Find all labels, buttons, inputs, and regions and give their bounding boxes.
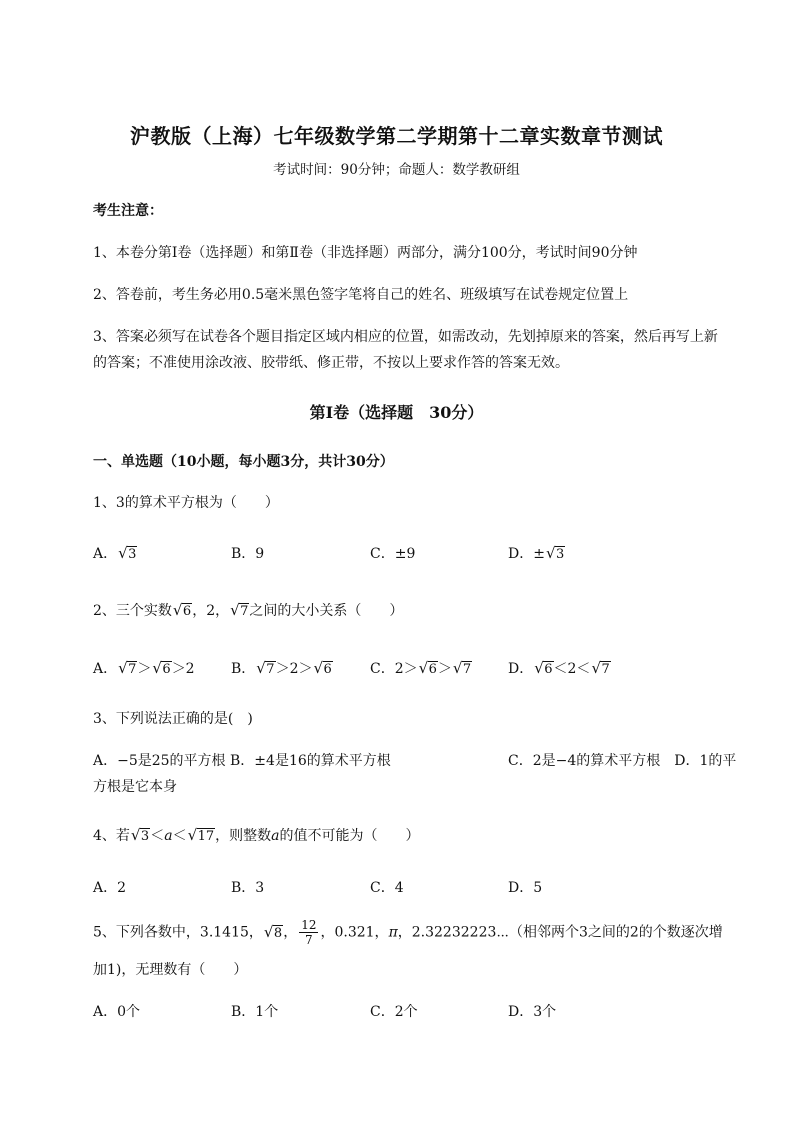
sqrt-expression: √ 7 bbox=[591, 659, 610, 677]
question-5-option-d[interactable]: D．3个 bbox=[508, 1004, 557, 1020]
sqrt-expression: √ 7 bbox=[118, 659, 137, 677]
question-4-option-d[interactable]: D．5 bbox=[508, 880, 543, 896]
question-2-option-c[interactable]: C．2＞ √ 6＞ √ 7 bbox=[370, 659, 472, 677]
question-1-option-d[interactable] bbox=[508, 543, 565, 563]
question-5-option-c[interactable]: C．2个 bbox=[370, 1004, 418, 1020]
question-4-option-a[interactable]: A．2 bbox=[93, 880, 127, 896]
question-3-options-cd[interactable]: C．2是−4的算术平方根 D．1的平 bbox=[508, 753, 737, 769]
sqrt-expression: √ 6 bbox=[172, 601, 192, 619]
question-2-option-d[interactable]: D． √ 6＜2＜ √ 7 bbox=[508, 659, 610, 677]
question-5-stem-cont: 加1)，无理数有（ ） bbox=[93, 962, 248, 978]
question-4-stem: 4、若 √ 3＜a＜ √ 17，则整数a的值不可能为（ ） bbox=[93, 826, 420, 844]
question-3-stem: 3、下列说法正确的是( ) bbox=[93, 711, 253, 727]
sqrt-expression: √ 6 bbox=[152, 659, 171, 677]
sqrt-expression: √ 3 bbox=[545, 544, 565, 562]
question-3-options-cont: 方根是它本身 bbox=[93, 779, 177, 795]
question-2-option-a[interactable]: A． √ 7＞ √ 6＞2 bbox=[93, 659, 195, 677]
notice-item-3-line-2: 的答案；不准使用涂改液、胶带纸、修正带，不按以上要求作答的答案无效。 bbox=[93, 355, 569, 371]
question-1-option-a[interactable] bbox=[93, 543, 137, 563]
question-1-option-c[interactable]: C．±9 bbox=[370, 546, 416, 562]
notice-heading: 考生注意： bbox=[93, 203, 163, 219]
sqrt-expression: √ 17 bbox=[187, 826, 215, 844]
sqrt-expression: √ 3 bbox=[118, 544, 137, 562]
part-title: 一、单选题（10小题，每小题3分，共计30分） bbox=[93, 454, 394, 470]
sqrt-expression: √ 7 bbox=[452, 659, 472, 677]
option-label: A． bbox=[93, 546, 118, 562]
option-label: D．± bbox=[508, 546, 545, 562]
question-4-option-c[interactable]: C．4 bbox=[370, 880, 404, 896]
sqrt-expression: √ 6 bbox=[313, 659, 332, 677]
question-1-stem: 1、3的算术平方根为（ ） bbox=[93, 495, 279, 511]
notice-item-2: 2、答卷前，考生务必用0.5毫米黑色签字笔将自己的姓名、班级填写在试卷规定位置上 bbox=[93, 287, 629, 303]
question-5-option-a[interactable]: A．0个 bbox=[93, 1004, 141, 1020]
notice-item-3-line-1: 3、答案必须写在试卷各个题目指定区域内相应的位置，如需改动，先划掉原来的答案，然后再写上新 bbox=[93, 329, 718, 345]
section-title: 第I卷（选择题 30分） bbox=[309, 403, 484, 422]
question-3-options-ab[interactable]: A．−5是25的平方根 B．±4是16的算术平方根 bbox=[93, 753, 391, 769]
question-1-option-b[interactable]: B．9 bbox=[231, 546, 265, 562]
sqrt-expression: √ 7 bbox=[230, 601, 249, 619]
sqrt-expression: √ 6 bbox=[534, 659, 553, 677]
question-2-stem: 2、三个实数 √ 6，2， √ 7之间的大小关系（ ） bbox=[93, 601, 404, 619]
question-4-option-b[interactable]: B．3 bbox=[231, 880, 265, 896]
question-5-option-b[interactable]: B．1个 bbox=[231, 1004, 279, 1020]
sqrt-expression: √ 8 bbox=[263, 922, 283, 941]
page-title: 沪教版（上海）七年级数学第二学期第十二章实数章节测试 bbox=[130, 124, 663, 148]
sqrt-expression: √ 3 bbox=[130, 826, 150, 844]
page-subtitle: 考试时间：90分钟；命题人：数学教研组 bbox=[273, 162, 520, 178]
fraction: $\frac{12}{7}$ bbox=[301, 918, 317, 947]
notice-item-1: 1、本卷分第I卷（选择题）和第Ⅱ卷（非选择题）两部分，满分100分，考试时间90分钟 bbox=[93, 245, 638, 261]
question-5-stem: 5、下列各数中，3.1415， √ 8， $\frac{12}{7}$ ，0.321，π，2.32232223⋯（相邻两个3之间的2的个数逐次增 bbox=[93, 918, 723, 947]
sqrt-expression: √ 6 bbox=[418, 659, 437, 677]
question-2-option-b[interactable]: B． √ 7＞2＞ √ 6 bbox=[231, 659, 332, 677]
sqrt-expression: √ 7 bbox=[256, 659, 275, 677]
